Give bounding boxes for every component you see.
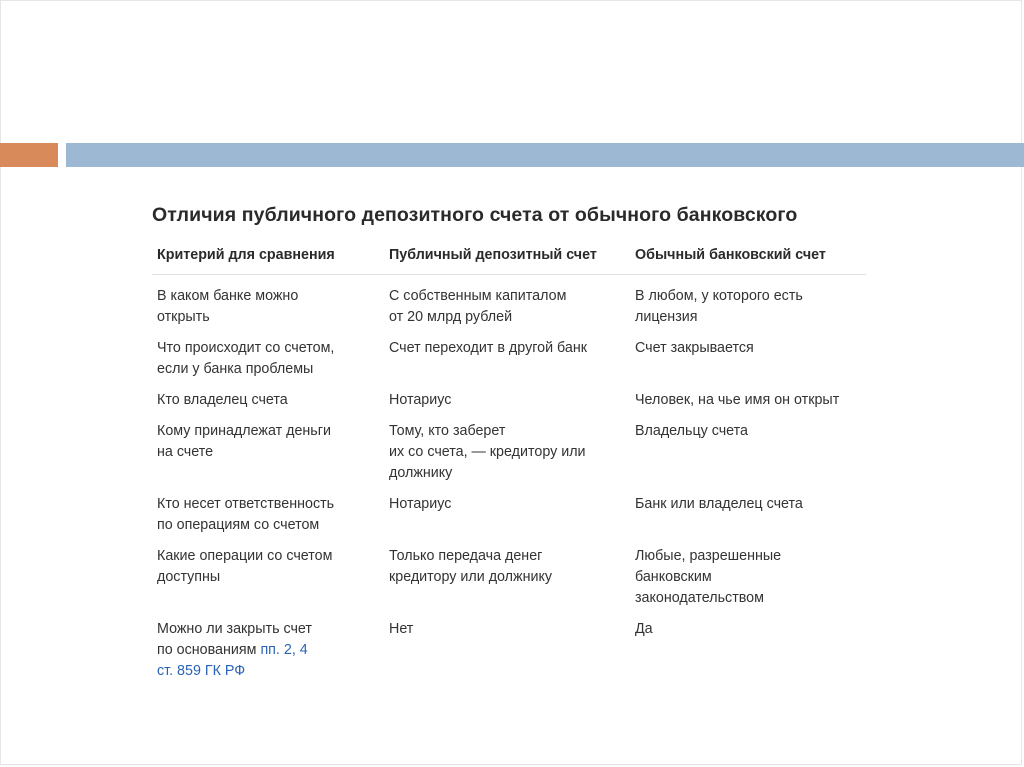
cell-ordinary-account: Человек, на чье имя он открыт: [635, 392, 840, 408]
comparison-table: [152, 245, 866, 692]
cell-public-deposit: С собственным капиталом от 20 млрд рублей: [389, 288, 567, 325]
table-row: [152, 494, 866, 546]
cell-public-deposit: Счет переходит в другой банк: [389, 340, 587, 356]
table-row: [152, 619, 866, 692]
cell-public-deposit: Нотариус: [389, 392, 452, 408]
table-title: Отличия публичного депозитного счета от обычного банковского: [152, 204, 798, 226]
table-row: [152, 421, 866, 494]
table-row: [152, 338, 866, 390]
cell-criterion: Какие операции со счетом доступны: [157, 548, 333, 585]
cell-ordinary-account: Любые, разрешенные банковским законодательством: [635, 548, 782, 606]
cell-ordinary-account: Владельцу счета: [635, 423, 748, 439]
cell-criterion: Кто несет ответственность по операциям со счетом: [157, 496, 335, 533]
table-row: [152, 275, 866, 339]
cell-public-deposit: Тому, кто заберет их со счета, — кредитору или должнику: [389, 423, 586, 481]
cell-ordinary-account: В любом, у которого есть лицензия: [635, 288, 803, 325]
cell-public-deposit: Нотариус: [389, 496, 452, 512]
cell-criterion: В каком банке можно открыть: [157, 288, 299, 325]
cell-criterion: Кто владелец счета: [157, 392, 288, 408]
column-header-ordinary-account: Обычный банковский счет: [630, 245, 866, 275]
table-row: [152, 390, 866, 421]
cell-criterion: [152, 619, 384, 692]
accent-bar-blue: [66, 143, 1024, 167]
cell-public-deposit: Только передача денег кредитору или должнику: [389, 548, 553, 585]
criterion-text: Можно ли закрыть счет по основаниям: [157, 621, 312, 658]
cell-criterion: Кому принадлежат деньги на счете: [157, 423, 331, 460]
law-reference-link[interactable]: пп. 2, 4 ст. 859 ГК РФ: [157, 642, 308, 679]
table-header-row: [152, 245, 866, 275]
cell-ordinary-account: Банк или владелец счета: [635, 496, 803, 512]
column-header-public-deposit: Публичный депозитный счет: [384, 245, 630, 275]
cell-ordinary-account: Счет закрывается: [635, 340, 754, 356]
cell-public-deposit: Нет: [389, 621, 414, 637]
document-content: [152, 204, 872, 692]
cell-criterion: Что происходит со счетом, если у банка проблемы: [157, 340, 335, 377]
table-row: [152, 546, 866, 619]
column-header-criterion: Критерий для сравнения: [152, 245, 384, 275]
accent-bar-orange: [0, 143, 58, 167]
cell-ordinary-account: Да: [635, 621, 653, 637]
